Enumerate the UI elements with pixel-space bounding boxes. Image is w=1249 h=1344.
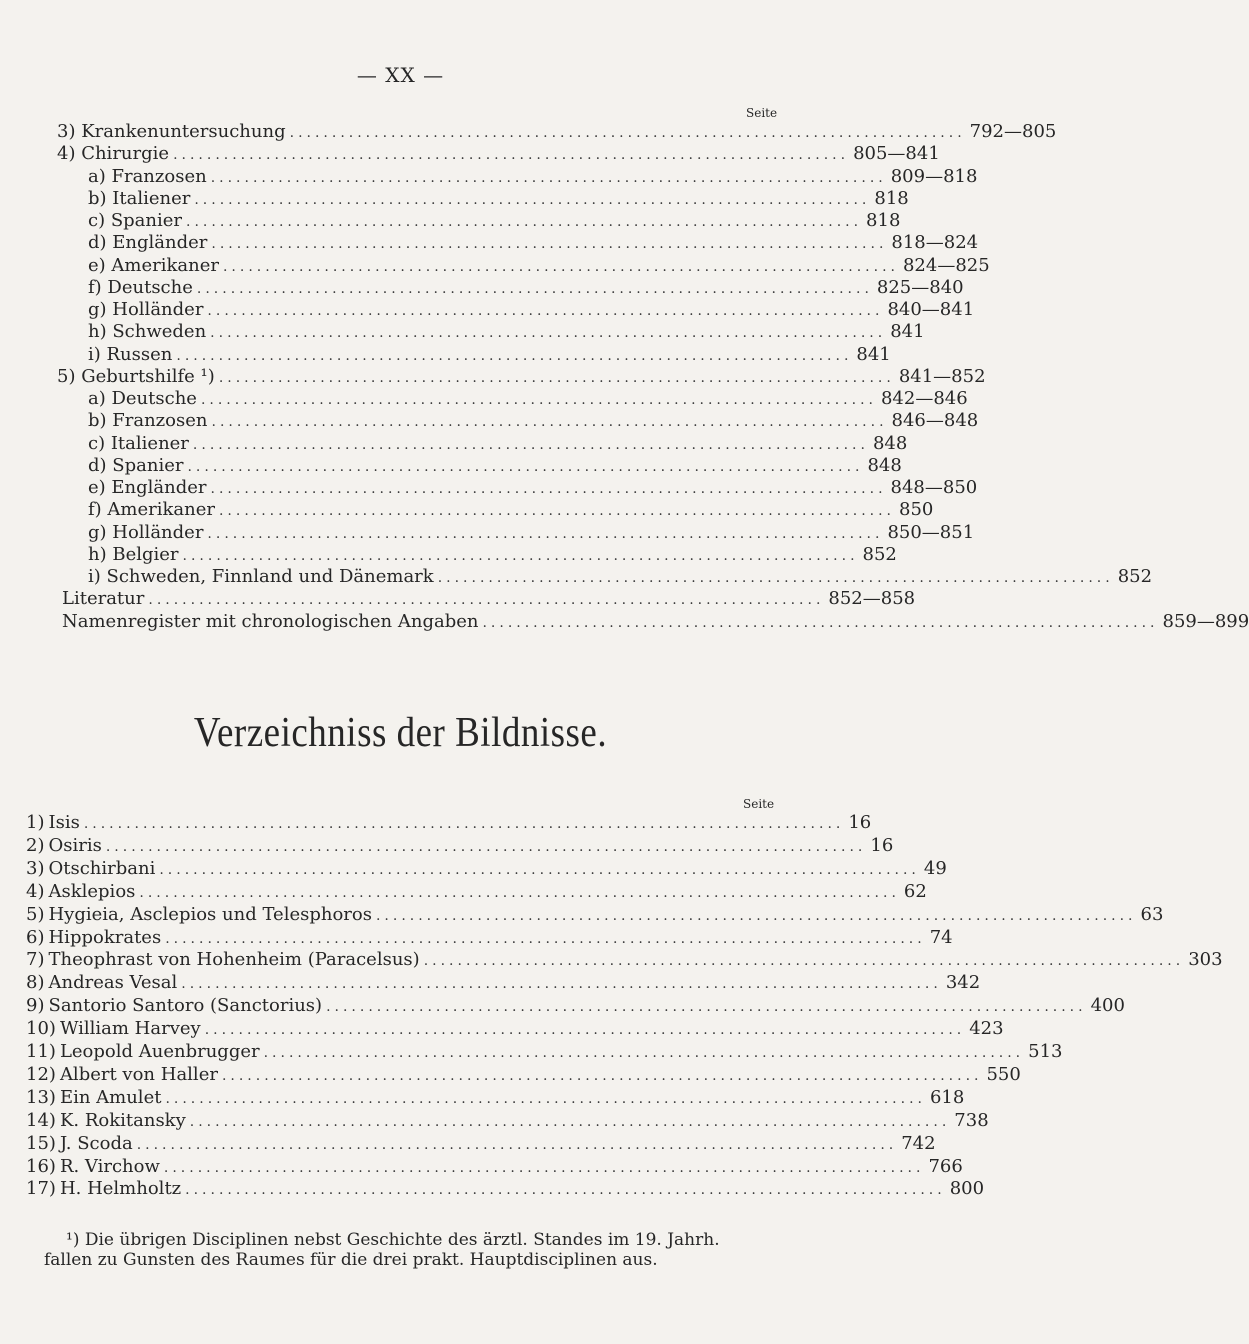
- footnote-line: fallen zu Gunsten des Raumes für die drei prakt. Hauptdisciplinen aus.: [44, 1250, 658, 1270]
- toc-entry-pages: 841: [890, 321, 925, 343]
- leader-dots: ..........................................................................................: [139, 884, 900, 901]
- portrait-entry-label: Isis: [48, 812, 80, 833]
- toc-entry-pages: 825—840: [876, 276, 964, 298]
- leader-dots: ................................................................................: [194, 191, 871, 208]
- toc-entry-label: Literatur: [62, 588, 145, 610]
- leader-dots: ..........................................................................................: [163, 1159, 925, 1176]
- leader-dots: ..........................................................................................: [375, 907, 1137, 924]
- portrait-entry: [26, 1041, 1063, 1063]
- toc-entry-pages: 848—850: [890, 477, 978, 498]
- section-heading: Verzeichniss der Bildnisse.: [193, 709, 608, 757]
- portrait-entry-label: Leopold Auenbrugger: [59, 1041, 260, 1062]
- leader-dots: ..........................................................................................: [263, 1045, 1025, 1061]
- portrait-entry-number: 15): [26, 1132, 56, 1154]
- toc-entry-label: i) Russen: [88, 343, 173, 365]
- toc-entry: [88, 187, 909, 210]
- leader-dots: ..........................................................................................: [136, 1136, 898, 1153]
- toc-entry: [88, 454, 902, 477]
- toc-entry: [88, 232, 979, 254]
- portrait-entry-number: 10): [26, 1018, 56, 1040]
- portrait-entry-label: Andreas Vesal: [48, 972, 178, 994]
- toc-entry-label: 5) Geburtshilfe ¹): [57, 365, 215, 387]
- leader-dots: ..........................................................................................: [165, 1090, 926, 1107]
- leader-dots: ................................................................................: [192, 436, 869, 453]
- toc-entry: [57, 143, 940, 165]
- portrait-entry-pages: 16: [870, 834, 894, 856]
- portrait-entry-label: J. Scoda: [59, 1132, 133, 1154]
- portrait-entry: [26, 1132, 936, 1155]
- toc-entry-label: a) Franzosen: [88, 165, 207, 187]
- portrait-entry-pages: 62: [903, 880, 927, 902]
- toc-entry: [57, 121, 1057, 143]
- portrait-entry-number: 9): [26, 995, 45, 1017]
- toc-entry-pages: 850: [899, 499, 934, 521]
- portrait-entry-label: H. Helmholtz: [59, 1178, 182, 1200]
- portrait-entry: [26, 995, 1125, 1017]
- portrait-entry: [26, 1063, 1021, 1086]
- toc-entry-pages: 848: [872, 432, 908, 454]
- toc-entry: [88, 499, 934, 521]
- portrait-entry-label: Santorio Santoro (Sanctorius): [48, 995, 323, 1017]
- toc-entry: [88, 521, 975, 544]
- portrait-entry-label: R. Virchow: [59, 1155, 160, 1177]
- portrait-entry-label: William Harvey: [59, 1018, 201, 1040]
- toc-entry-label: d) Engländer: [88, 232, 208, 254]
- toc-entry-label: e) Amerikaner: [88, 254, 219, 276]
- portrait-entry: [26, 812, 872, 834]
- toc-entry-pages: 818: [866, 210, 901, 231]
- leader-dots: ................................................................................: [222, 258, 899, 275]
- toc-entry: [62, 610, 1249, 633]
- leader-dots: ................................................................................: [187, 458, 864, 475]
- portrait-entry-pages: 618: [929, 1086, 965, 1108]
- toc-entry-label: h) Schweden: [88, 321, 207, 343]
- toc-entry-label: i) Schweden, Finnland und Dänemark: [88, 566, 434, 587]
- portrait-entry-pages: 800: [949, 1178, 985, 1200]
- portrait-entry-pages: 49: [923, 857, 947, 879]
- toc-entry-label: 3) Krankenuntersuchung: [57, 121, 286, 142]
- toc-entry-pages: 848: [867, 454, 902, 476]
- leader-dots: ..........................................................................................: [185, 1182, 946, 1199]
- leader-dots: ..........................................................................................: [165, 930, 926, 947]
- toc-entry-label: e) Engländer: [88, 477, 207, 498]
- toc-entry: [62, 588, 916, 610]
- leader-dots: ................................................................................: [210, 481, 887, 497]
- toc-entry: [88, 165, 978, 188]
- portrait-entry-number: 3): [26, 857, 45, 879]
- toc-entry-pages: 852: [1117, 566, 1153, 587]
- leader-dots: ..........................................................................................: [159, 861, 920, 878]
- portrait-entry-number: 1): [26, 812, 45, 833]
- toc-entry: [88, 299, 975, 321]
- portrait-entry-pages: 16: [848, 812, 872, 833]
- toc-entry-pages: 840—841: [887, 299, 975, 320]
- portrait-entry-number: 14): [26, 1109, 56, 1131]
- toc-entry: [88, 321, 925, 343]
- leader-dots: ................................................................................: [482, 614, 1159, 631]
- leader-dots: ................................................................................: [211, 414, 888, 431]
- column-label-seite: Seite: [746, 106, 778, 120]
- toc-entry-pages: 824—825: [902, 254, 990, 276]
- portrait-entry-pages: 342: [945, 972, 981, 994]
- portrait-entry-label: Ein Amulet: [59, 1086, 162, 1108]
- portrait-entry: [26, 949, 1223, 971]
- portrait-entry: [26, 1155, 963, 1178]
- toc-entry-label: h) Belgier: [88, 543, 179, 565]
- toc-entry-pages: 852: [862, 543, 897, 565]
- portrait-entry-pages: 766: [928, 1155, 963, 1177]
- portrait-entry-label: Theophrast von Hohenheim (Paracelsus): [48, 949, 420, 971]
- portrait-entry-number: 2): [26, 834, 45, 856]
- toc-entry: [88, 410, 979, 432]
- leader-dots: ................................................................................: [207, 525, 884, 542]
- portrait-entry: [26, 903, 1164, 926]
- toc-entry-pages: 842—846: [880, 388, 968, 409]
- portrait-entry-number: 16): [26, 1155, 56, 1177]
- leader-dots: ..........................................................................................: [83, 816, 845, 832]
- leader-dots: ..........................................................................................: [221, 1067, 983, 1084]
- toc-entry-label: c) Spanier: [88, 210, 183, 231]
- portrait-entry: [26, 1018, 1004, 1040]
- portrait-entry-pages: 400: [1090, 995, 1125, 1017]
- toc-entry-label: Namenregister mit chronologischen Angaben: [62, 610, 479, 632]
- portrait-entry: [26, 926, 953, 949]
- toc-entry: [88, 388, 968, 410]
- toc-entry-pages: 850—851: [887, 521, 975, 543]
- portrait-entry: [26, 972, 981, 994]
- toc-entry-label: c) Italiener: [88, 432, 189, 454]
- toc-entry-label: b) Italiener: [88, 187, 191, 209]
- toc-entry-label: d) Spanier: [88, 454, 184, 476]
- toc-entry-label: g) Holländer: [88, 299, 204, 320]
- leader-dots: ................................................................................: [148, 592, 825, 609]
- toc-entry-pages: 841: [856, 343, 891, 365]
- toc-entry-pages: 859—899: [1162, 610, 1249, 632]
- toc-entry-label: f) Deutsche: [88, 276, 193, 298]
- leader-dots: ................................................................................: [218, 503, 895, 520]
- portrait-entry-number: 8): [26, 972, 45, 994]
- leader-dots: ..........................................................................................: [181, 976, 942, 993]
- leader-dots: ................................................................................: [186, 214, 863, 230]
- footnote-line: ¹) Die übrigen Disciplinen nebst Geschichte des ärztl. Standes im 19. Jahrh.: [66, 1230, 720, 1250]
- leader-dots: ................................................................................: [176, 347, 853, 364]
- toc-entry-pages: 792—805: [969, 121, 1057, 142]
- leader-dots: ................................................................................: [437, 570, 1114, 586]
- toc-entry: [88, 210, 901, 232]
- leader-dots: ................................................................................: [207, 303, 884, 319]
- toc-entry: [88, 543, 897, 566]
- leader-dots: ................................................................................: [211, 236, 888, 253]
- leader-dots: ................................................................................: [210, 325, 887, 342]
- toc-entry-pages: 818: [874, 187, 909, 209]
- leader-dots: ..........................................................................................: [326, 999, 1087, 1016]
- leader-dots: ................................................................................: [218, 369, 895, 386]
- toc-entry-label: a) Deutsche: [88, 388, 197, 409]
- portrait-entry-label: Asklepios: [48, 880, 136, 902]
- portrait-entry-number: 5): [26, 903, 45, 925]
- column-label-seite: Seite: [743, 797, 775, 811]
- portrait-entry-pages: 513: [1028, 1041, 1063, 1062]
- toc-entry-pages: 846—848: [891, 410, 979, 432]
- portrait-entry-number: 11): [26, 1041, 56, 1062]
- toc-entry: [88, 254, 990, 277]
- leader-dots: ................................................................................: [210, 169, 887, 186]
- portrait-entry: [26, 834, 894, 857]
- leader-dots: ..........................................................................................: [105, 838, 867, 855]
- portrait-entry-number: 4): [26, 880, 45, 902]
- toc-entry: [88, 477, 978, 499]
- leader-dots: ..........................................................................................: [204, 1022, 966, 1039]
- portrait-entry-pages: 63: [1140, 903, 1164, 925]
- portrait-entry: [26, 1109, 989, 1132]
- toc-entry-pages: 841—852: [898, 365, 986, 387]
- toc-entry-label: b) Franzosen: [88, 410, 208, 432]
- portrait-entry-label: Hygieia, Asclepios und Telesphoros: [48, 903, 372, 925]
- toc-entry: [88, 276, 964, 299]
- toc-entry-label: g) Holländer: [88, 521, 204, 543]
- portrait-entry: [26, 857, 947, 880]
- page-number: — XX —: [356, 63, 445, 87]
- portrait-entry-number: 7): [26, 949, 45, 971]
- portrait-entry-pages: 742: [901, 1132, 936, 1154]
- toc-entry-pages: 809—818: [890, 165, 978, 187]
- leader-dots: ..........................................................................................: [189, 1113, 951, 1130]
- leader-dots: ................................................................................: [289, 125, 966, 141]
- toc-entry-pages: 852—858: [828, 588, 916, 610]
- leader-dots: ................................................................................: [196, 280, 873, 297]
- leader-dots: ................................................................................: [200, 392, 877, 408]
- portrait-entry-pages: 423: [969, 1018, 1004, 1040]
- toc-entry-label: f) Amerikaner: [88, 499, 215, 521]
- portrait-entry-number: 6): [26, 926, 45, 948]
- portrait-entry: [26, 1178, 985, 1200]
- toc-entry: [88, 343, 891, 366]
- toc-entry-pages: 818—824: [891, 232, 979, 254]
- portrait-entry-label: Osiris: [48, 834, 102, 856]
- portrait-entry-pages: 303: [1188, 949, 1223, 971]
- portrait-entry-number: 17): [26, 1178, 56, 1200]
- portrait-entry: [26, 880, 927, 903]
- leader-dots: ..........................................................................................: [423, 953, 1185, 970]
- toc-entry: [88, 566, 1153, 588]
- toc-entry-label: 4) Chirurgie: [57, 143, 170, 165]
- portrait-entry-pages: 738: [954, 1109, 989, 1131]
- toc-entry-pages: 805—841: [853, 143, 940, 165]
- portrait-entry-number: 13): [26, 1086, 56, 1108]
- footnote: [44, 1230, 774, 1270]
- portrait-entry-label: Otschirbani: [48, 857, 156, 879]
- toc-entry: [57, 365, 986, 388]
- portrait-entry-label: K. Rokitansky: [59, 1109, 186, 1131]
- leader-dots: ................................................................................: [182, 547, 859, 564]
- portrait-entry-label: Albert von Haller: [59, 1063, 218, 1085]
- toc-entry: [88, 432, 908, 455]
- portrait-entry-number: 12): [26, 1063, 56, 1085]
- leader-dots: ................................................................................: [173, 147, 850, 164]
- portrait-entry-label: Hippokrates: [48, 926, 162, 948]
- portrait-entry-pages: 74: [929, 926, 953, 948]
- portrait-entry: [26, 1086, 965, 1109]
- portrait-entry-pages: 550: [986, 1063, 1021, 1085]
